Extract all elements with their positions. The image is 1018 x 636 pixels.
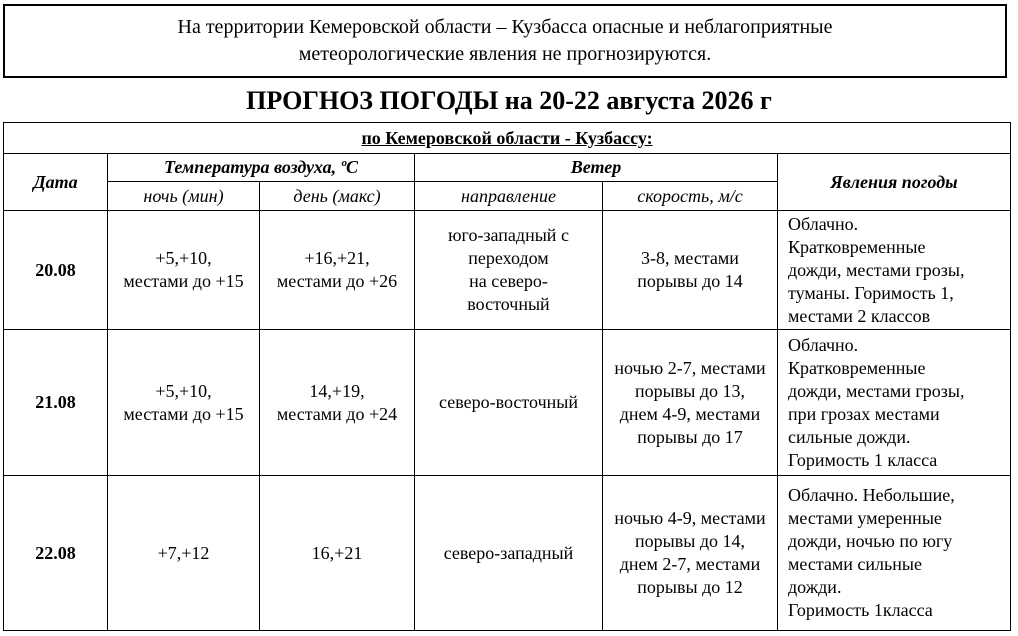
day-temp-cell: 14,+19, местами до +24	[260, 330, 415, 476]
notice-line-1: На территории Кемеровской области – Кузбасса опасные и неблагоприятные	[177, 16, 833, 38]
day-subheader: день (макс)	[260, 182, 415, 211]
table-row	[4, 476, 1011, 631]
date-cell: 20.08	[4, 211, 108, 330]
speed-subheader: скорость, м/с	[603, 182, 778, 211]
wind-direction-cell: северо-восточный	[415, 330, 603, 476]
wind-direction-cell: юго-западный с переходом на северо- восточный	[415, 211, 603, 330]
wind-speed-cell: ночью 4-9, местами порывы до 14, днем 2-7, местами порывы до 12	[603, 476, 778, 631]
night-temp-cell: +5,+10, местами до +15	[108, 211, 260, 330]
region-header: по Кемеровской области - Кузбассу:	[4, 123, 1011, 154]
table-row	[4, 211, 1011, 330]
night-temp-cell: +7,+12	[108, 476, 260, 631]
direction-subheader: направление	[415, 182, 603, 211]
date-cell: 22.08	[4, 476, 108, 631]
table-row	[4, 330, 1011, 476]
forecast-table	[3, 122, 1011, 631]
phenomena-cell: Облачно. Кратковременные дожди, местами грозы, при грозах местами сильные дожди. Горимость 1 класса	[778, 330, 1011, 476]
phenomena-cell: Облачно. Кратковременные дожди, местами грозы, туманы. Горимость 1, местами 2 классов	[778, 211, 1011, 330]
forecast-title: ПРОГНОЗ ПОГОДЫ на 20-22 августа 2026 г	[246, 86, 772, 115]
wind-speed-cell: ночью 2-7, местами порывы до 13, днем 4-9, местами порывы до 17	[603, 330, 778, 476]
phenomena-column-header: Явления погоды	[778, 154, 1011, 211]
wind-direction-cell: северо-западный	[415, 476, 603, 631]
temperature-header: Температура воздуха, ºС	[108, 154, 415, 182]
notice-line-2: метеорологические явления не прогнозируются.	[298, 43, 712, 65]
wind-speed-cell: 3-8, местами порывы до 14	[603, 211, 778, 330]
no-hazards-notice	[3, 4, 1007, 78]
day-temp-cell: +16,+21, местами до +26	[260, 211, 415, 330]
date-cell: 21.08	[4, 330, 108, 476]
night-subheader: ночь (мин)	[108, 182, 260, 211]
night-temp-cell: +5,+10, местами до +15	[108, 330, 260, 476]
wind-header: Ветер	[415, 154, 778, 182]
phenomena-cell: Облачно. Небольшие, местами умеренные дожди, ночью по югу местами сильные дожди. Горимость 1класса	[778, 476, 1011, 631]
day-temp-cell: 16,+21	[260, 476, 415, 631]
date-column-header: Дата	[4, 154, 108, 211]
